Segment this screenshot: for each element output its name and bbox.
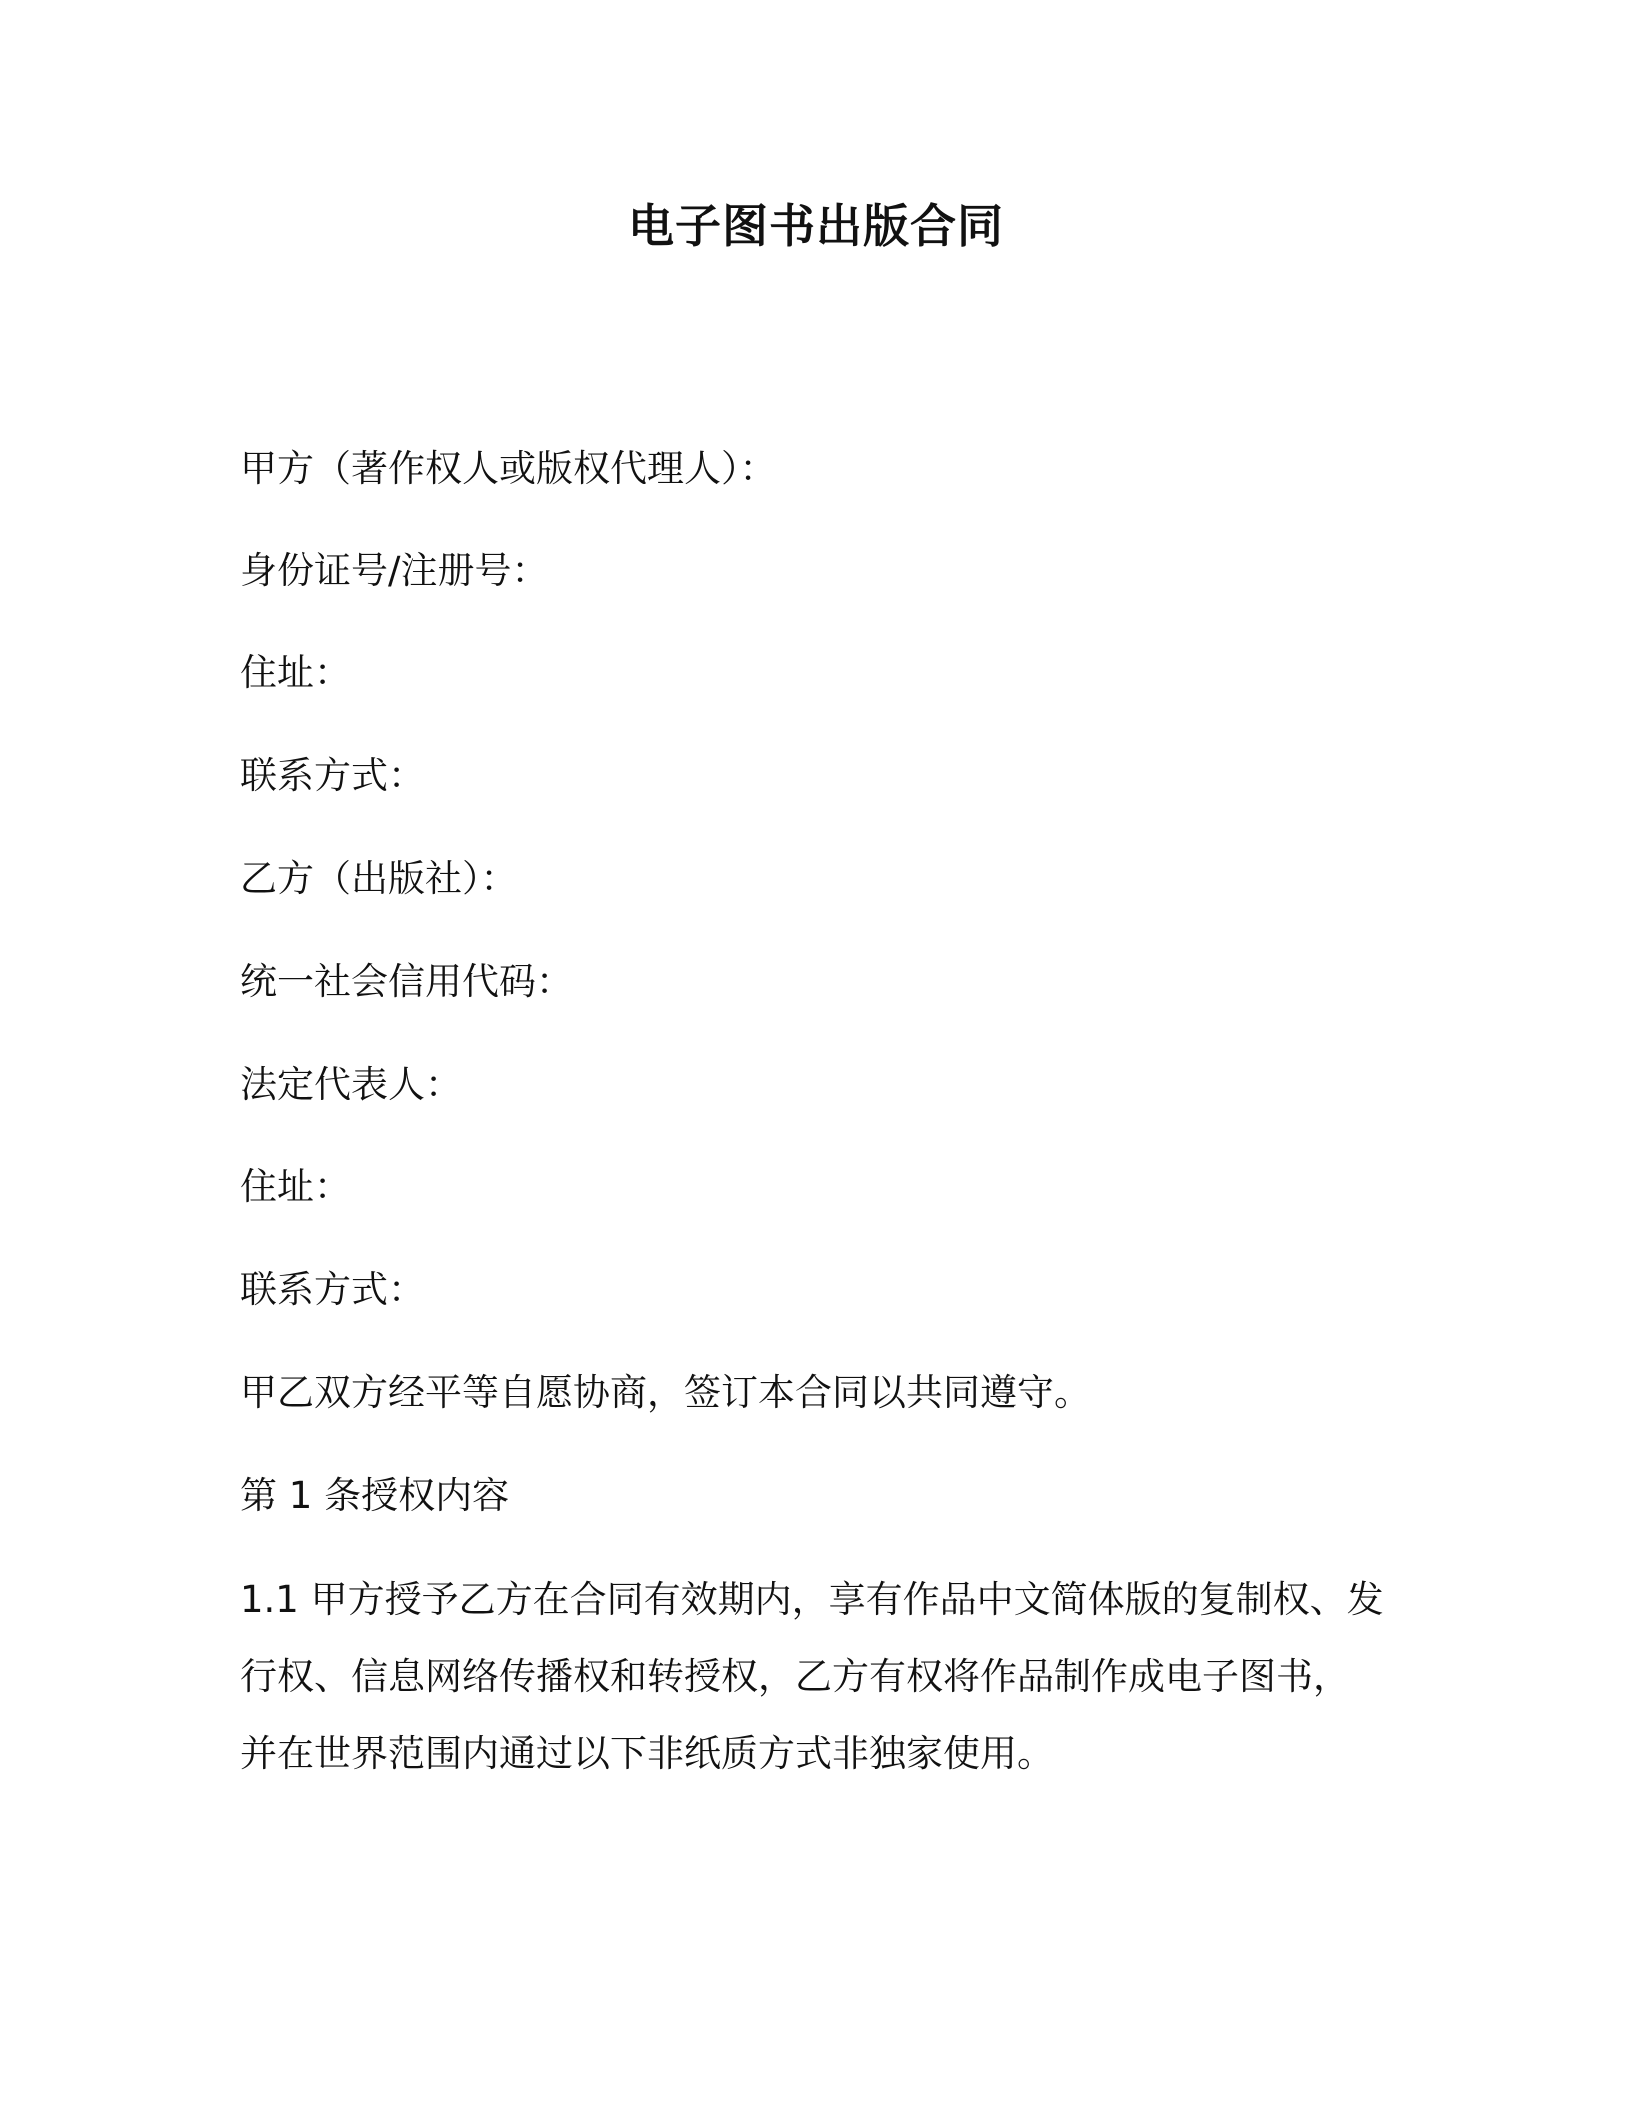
preamble: 甲乙双方经平等自愿协商，签订本合同以共同遵守。	[240, 1371, 1091, 1414]
party-b-contact-label: 联系方式：	[240, 1268, 425, 1311]
clause-1-1-line: 行权、信息网络传播权和转授权，乙方有权将作品制作成电子图书，	[240, 1655, 1350, 1698]
party-b-label: 乙方（出版社）：	[240, 857, 518, 900]
party-a-label: 甲方（著作权人或版权代理人）：	[240, 447, 777, 490]
party-b-legal-rep-label: 法定代表人：	[240, 1063, 462, 1106]
article-1-heading: 第 1 条授权内容	[240, 1474, 510, 1517]
party-a-address-label: 住址：	[240, 651, 351, 694]
clause-1-1-line: 并在世界范围内通过以下非纸质方式非独家使用。	[240, 1732, 1054, 1775]
party-b-credit-code-label: 统一社会信用代码：	[240, 960, 573, 1003]
clause-1-1-line: 1.1 甲方授予乙方在合同有效期内，享有作品中文简体版的复制权、发	[240, 1578, 1384, 1621]
party-a-id-label: 身份证号/注册号：	[240, 549, 549, 592]
party-a-contact-label: 联系方式：	[240, 754, 425, 797]
document-title: 电子图书出版合同	[628, 199, 1004, 253]
party-b-address-label: 住址：	[240, 1165, 351, 1208]
clause-1-1	[240, 1561, 1390, 1792]
